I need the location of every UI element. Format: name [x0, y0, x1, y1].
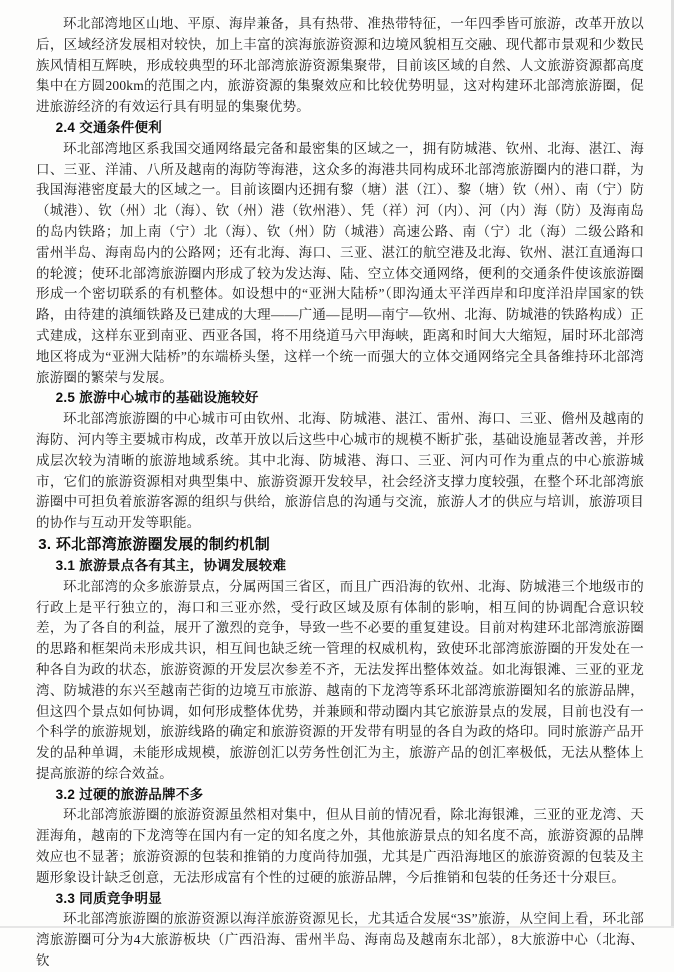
- heading-section-3-1: 3.1 旅游景点各有其主，协调发展较难: [36, 556, 644, 577]
- paragraph-section-2-5: 环北部湾旅游圈的中心城市可由钦州、北海、防城港、湛江、雷州、海口、三亚、儋州及越南的海防、河内等主要城市构成，改革开放以后这些中心城市的规模不断扩张，基础设施显著改善，并形成层次较为清晰的旅游地域系统。其中北海、防城港、海口、三亚、河内可作为重点的中心旅游城市，它们的旅游资源相对典型集中、旅游资源开发较早，社会经济支撑力度较强，在整个环北部湾旅游圈中可担负着旅游客源的组织与供给，旅游信息的沟通与交流，旅游人才的供应与培训，旅游项目的协作与互动开发等职能。: [36, 409, 644, 534]
- heading-chapter-3: 3. 环北部湾旅游圈发展的制约机制: [36, 534, 644, 556]
- heading-section-2-4: 2.4 交通条件便利: [36, 118, 644, 139]
- paragraph-section-3-2: 环北部湾旅游圈的旅游资源虽然相对集中，但从目前的情况看，除北海银滩，三亚的亚龙湾、天涯海角，越南的下龙湾等在国内有一定的知名度之外，其他旅游景点的知名度不高，旅游资源的品牌效应也不显著；旅游资源的包装和推销的力度尚待加强，尤其是广西沿海地区的旅游资源的包装及主题形象设计缺乏创意，无法形成富有个性的过硬的旅游品牌，今后推销和包装的任务还十分艰巨。: [36, 805, 644, 888]
- paragraph-section-3-1: 环北部湾的众多旅游景点，分属两国三省区，而且广西沿海的钦州、北海、防城港三个地级市的行政上是平行独立的，海口和三亚亦然，受行政区域及原有体制的影响，相互间的协调配合意识较差，为了各自的利益，展开了激烈的竞争，导致一些不必要的重复建设。目前对构建环北部湾旅游圈的思路和框架尚未形成共识，相互间也缺乏统一管理的权威机构，致使环北部湾旅游圈的开发处在一种各自为政的状态，旅游资源的开发层次参差不齐，无法发挥出整体效益。如北海银滩、三亚的亚龙湾、防城港的东兴至越南芒街的边境互市旅游、越南的下龙湾等系环北部湾旅游圈知名的旅游品牌，但这四个景点如何协调，如何形成整体优势，并兼顾和带动圈内其它旅游景点的发展，目前也没有一个科学的旅游规划，旅游线路的确定和旅游资源的开发带有明显的各自为政的烙印。同时旅游产品开发的品种单调，未能形成规模，旅游创汇以劳务性创汇为主，旅游产品的创汇率极低，无法从整体上提高旅游的综合效益。: [36, 577, 644, 785]
- intro-paragraph: 环北部湾地区山地、平原、海岸兼备，具有热带、准热带特征，一年四季皆可旅游，改革开放以后，区域经济发展相对较快，加上丰富的滨海旅游资源和边境风貌相互交融、现代都市景观和少数民族风情相互辉映，形成较典型的环北部湾旅游资源集聚带，目前该区域的自然、人文旅游资源都高度集中在方圆200km的范围之内，旅游资源的集聚效应和比较优势明显，这对构建环北部湾旅游圈，促进旅游经济的有效运行具有明显的集聚优势。: [36, 14, 644, 118]
- heading-section-3-2: 3.2 过硬的旅游品牌不多: [36, 785, 644, 806]
- heading-section-2-5: 2.5 旅游中心城市的基础设施较好: [36, 388, 644, 409]
- paragraph-section-2-4: 环北部湾地区系我国交通网络最完备和最密集的区域之一，拥有防城港、钦州、北海、湛江、海口、三亚、洋浦、八所及越南的海防等海港，这众多的海港共同构成环北部湾旅游圈内的港口群，为我国海港密度最大的区域之一。目前该圈内还拥有黎（塘）湛（江）、黎（塘）钦（州）、南（宁）防（城港）、钦（州）北（海）、钦（州）港（钦州港）、凭（祥）河（内）、河（内）海（防）及海南岛的岛内铁路；加上南（宁）北（海）、钦（州）防（城港）高速公路、南（宁）北（海）二级公路和雷州半岛、海南岛内的公路网；还有北海、海口、三亚、湛江的航空港及北海、钦州、湛江直通海口的轮渡；使环北部湾旅游圈内形成了较为发达海、陆、空立体交通网络，便利的交通条件使该旅游圈形成一个密切联系的有机整体。如设想中的“亚洲大陆桥”（即沟通太平洋西岸和印度洋沿岸国家的铁路，由待建的滇缅铁路及已建成的大理——广通—昆明—南宁—钦州、北海、防城港的铁路构成）正式建成，这样东亚到南亚、西亚各国，将不用绕道马六甲海峡，距离和时间大大缩短，届时环北部湾地区将成为“亚洲大陆桥”的东端桥头堡，这样一个统一而强大的立体交通网络完全具备维持环北部湾旅游圈的繁荣与发展。: [36, 139, 644, 389]
- heading-section-3-3: 3.3 同质竞争明显: [36, 889, 644, 910]
- paragraph-section-3-3: 环北部湾旅游圈的旅游资源以海洋旅游资源见长，尤其适合发展“3S”旅游，从空间上看，环北部湾旅游圈可分为4大旅游板块（广西沿海、雷州半岛、海南岛及越南东北部），8大旅游中心（北海、钦: [36, 909, 644, 971]
